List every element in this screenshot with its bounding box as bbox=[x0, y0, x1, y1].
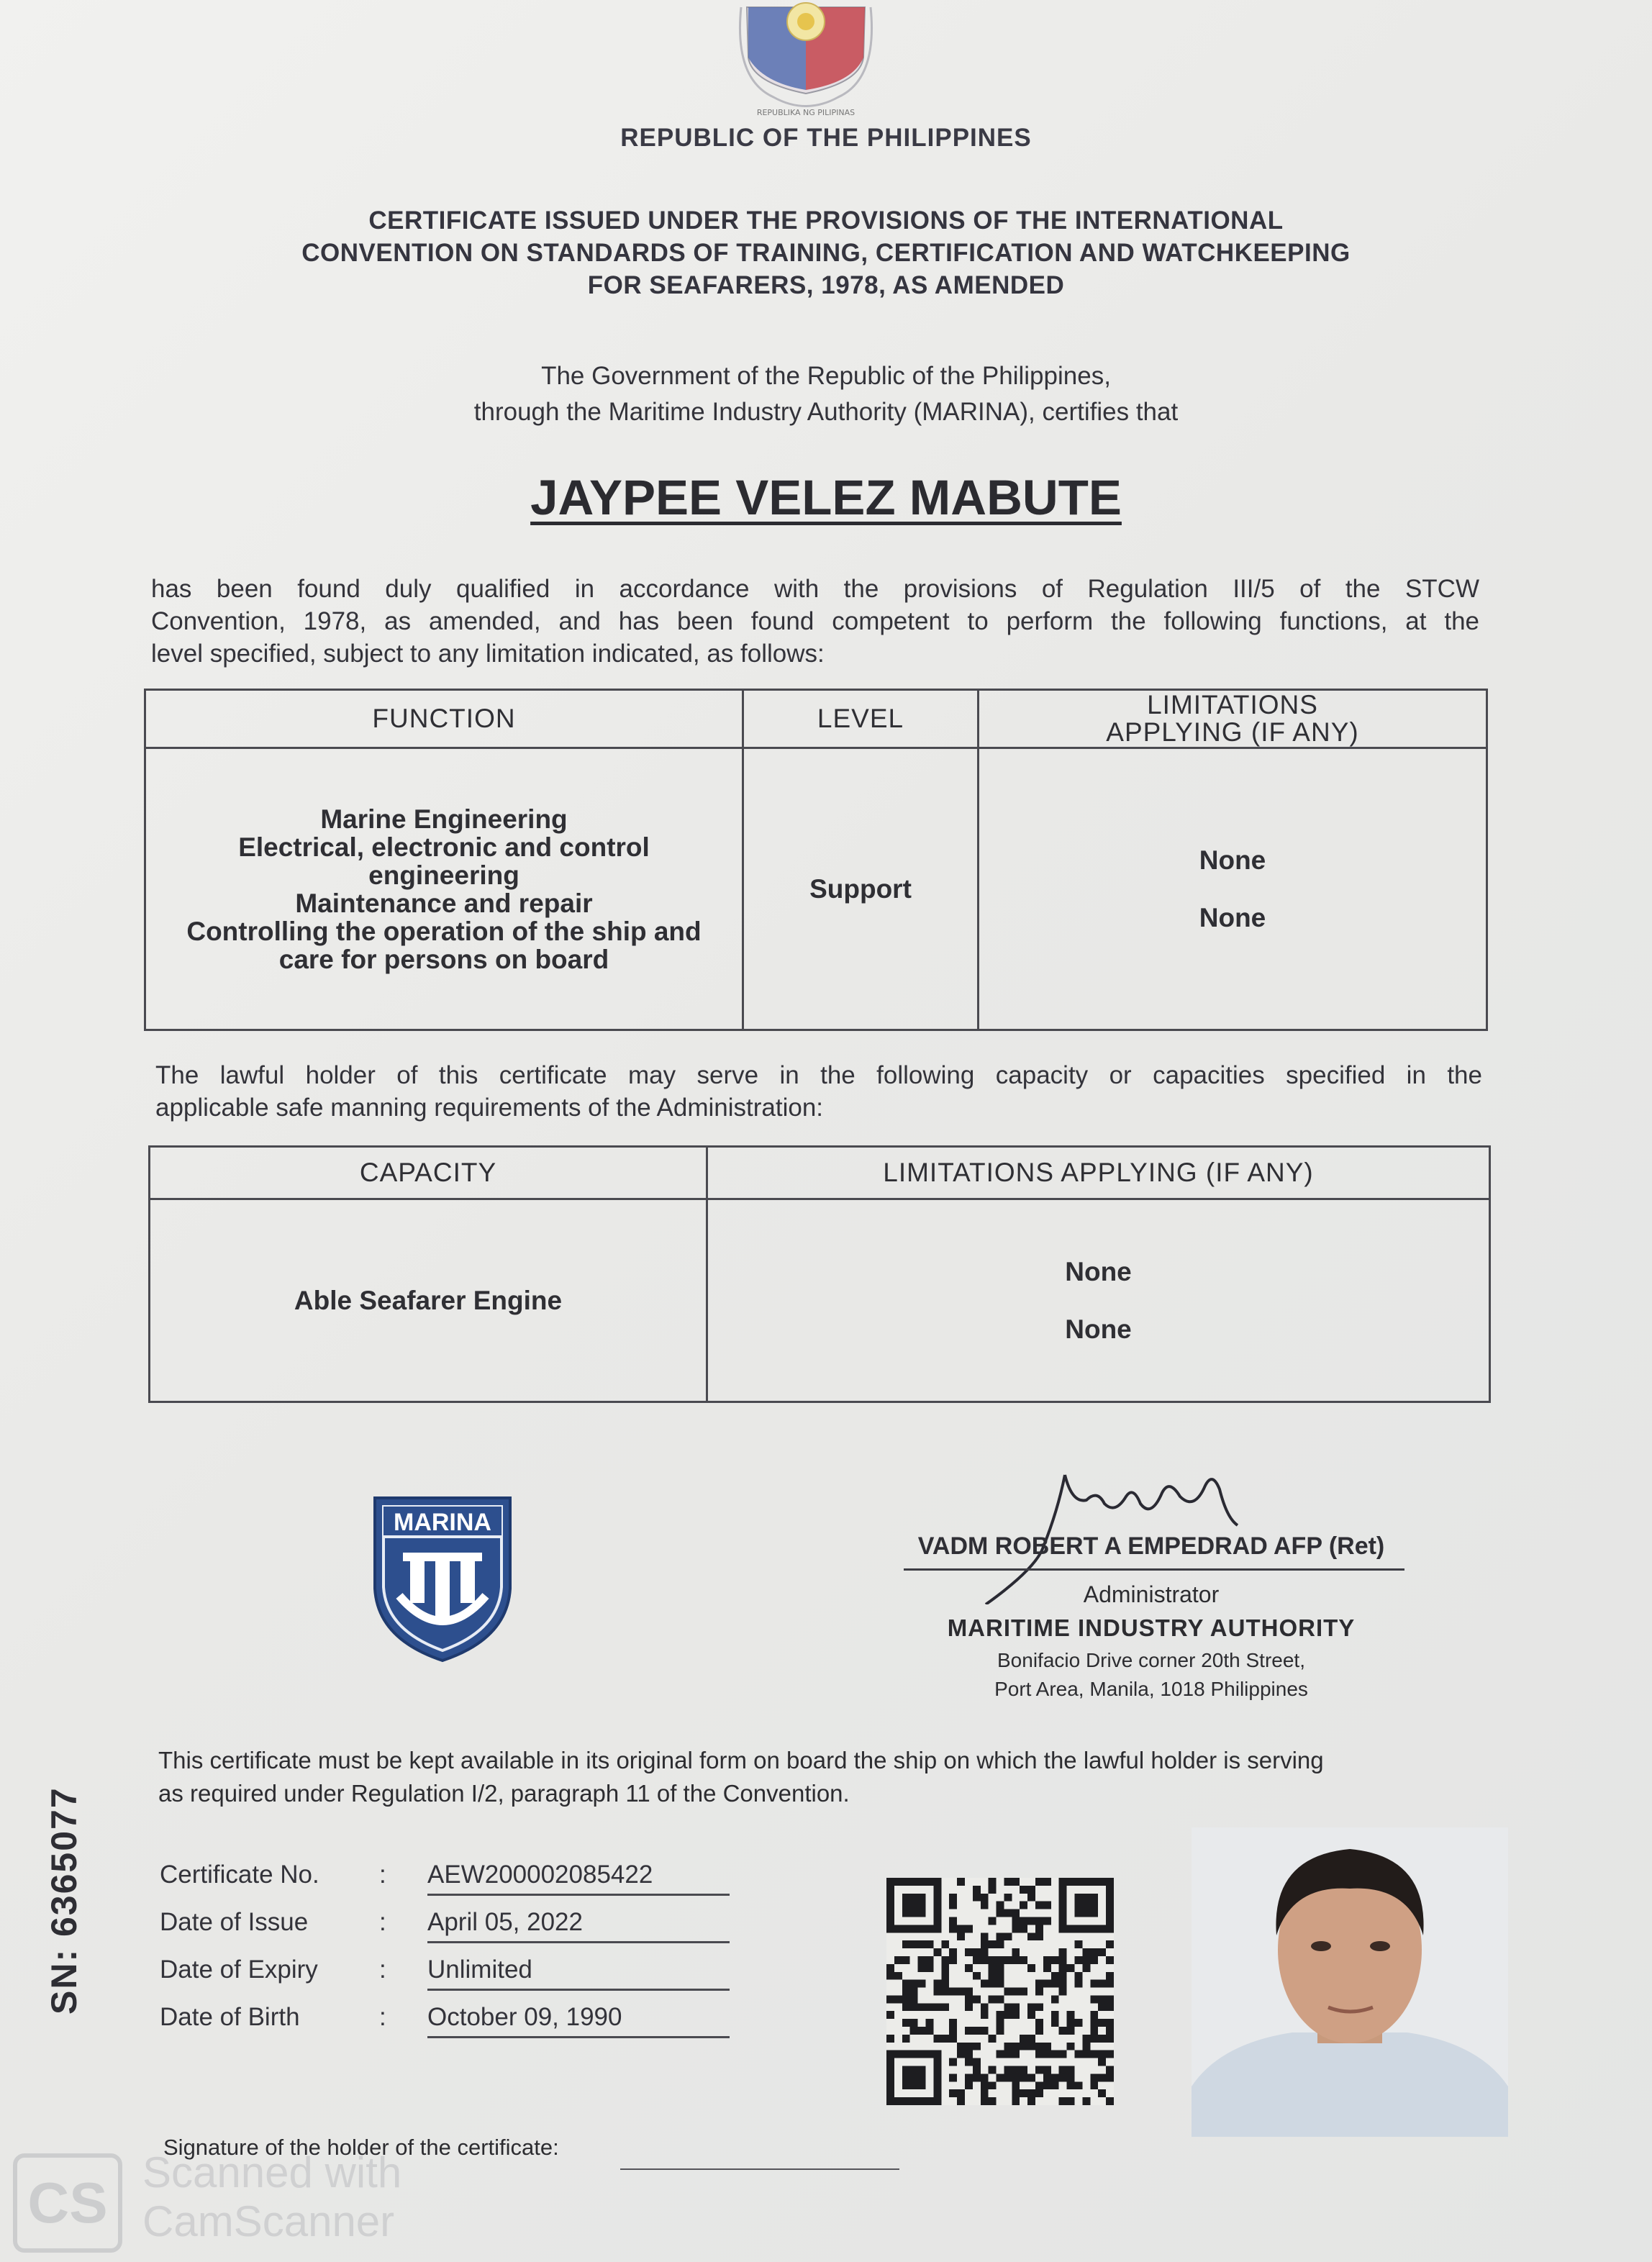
capacity-header: CAPACITY bbox=[150, 1147, 707, 1199]
limitation-item: None bbox=[1199, 845, 1266, 875]
capacity-limitations-header: LIMITATIONS APPLYING (IF ANY) bbox=[707, 1147, 1490, 1199]
function-item: care for persons on board bbox=[278, 944, 609, 974]
functions-cell bbox=[145, 748, 743, 1030]
level-cell: Support bbox=[743, 748, 979, 1030]
detail-colon: : bbox=[379, 1908, 386, 1936]
function-limitations-cell bbox=[979, 748, 1487, 1030]
camscanner-watermark bbox=[13, 2148, 445, 2248]
limitation-item: None bbox=[1065, 1314, 1132, 1344]
qualification-line: Convention, 1978, as amended, and has been found competent to perform the following functions, at the bbox=[151, 607, 1479, 635]
detail-label: Date of Expiry bbox=[160, 1956, 318, 1984]
svg-text:MARINA: MARINA bbox=[394, 1509, 491, 1536]
watermark-line: Scanned with bbox=[142, 2148, 402, 2197]
notice-line: This certificate must be kept available in its original form on board the ship on which the lawful holder is serving bbox=[158, 1747, 1324, 1773]
function-header: FUNCTION bbox=[145, 690, 743, 748]
function-item: engineering bbox=[368, 860, 519, 890]
holder-name-text: JAYPEE VELEZ MABUTE bbox=[530, 470, 1122, 525]
signatory-name: VADM ROBERT A EMPEDRAD AFP (Ret) bbox=[917, 1532, 1385, 1560]
notice-line: as required under Regulation I/2, paragraph 11 of the Convention. bbox=[158, 1780, 850, 1807]
limitations-header-line: APPLYING (IF ANY) bbox=[1106, 717, 1359, 747]
level-header: LEVEL bbox=[743, 690, 979, 748]
capacity-limitations-cell bbox=[707, 1199, 1490, 1402]
capacity-line: The lawful holder of this certificate may serve in the following capacity or capacities specified in the bbox=[155, 1061, 1482, 1089]
provisions-line: CERTIFICATE ISSUED UNDER THE PROVISIONS OF THE INTERNATIONAL bbox=[368, 206, 1284, 235]
provisions-line: FOR SEAFARERS, 1978, AS AMENDED bbox=[587, 271, 1065, 299]
government-line: The Government of the Republic of the Philippines, bbox=[541, 362, 1111, 390]
watermark-line: CamScanner bbox=[142, 2197, 395, 2245]
capacity-paragraph bbox=[155, 1059, 1482, 1124]
address-line: Port Area, Manila, 1018 Philippines bbox=[994, 1678, 1308, 1700]
philippine-seal-icon bbox=[712, 0, 899, 122]
function-item: Maintenance and repair bbox=[295, 888, 593, 918]
detail-colon: : bbox=[379, 1861, 386, 1889]
holder-name bbox=[0, 469, 1652, 526]
serial-number: SN: 6365077 bbox=[44, 1786, 84, 2015]
function-item: Electrical, electronic and control bbox=[238, 832, 650, 862]
limitation-item: None bbox=[1065, 1256, 1132, 1286]
marina-anchor-shield-icon bbox=[371, 1495, 514, 1664]
signatory-organization: MARITIME INDUSTRY AUTHORITY bbox=[947, 1614, 1356, 1641]
government-line: through the Maritime Industry Authority (MARINA), certifies that bbox=[473, 398, 1179, 426]
detail-colon: : bbox=[379, 2003, 386, 2031]
holder-signature-line bbox=[620, 2168, 899, 2170]
signatory-title: Administrator bbox=[1083, 1581, 1220, 1607]
camscanner-logo-icon: CS bbox=[13, 2153, 122, 2253]
svg-text:REPUBLIKA NG PILIPINAS: REPUBLIKA NG PILIPINAS bbox=[756, 108, 856, 117]
republic-heading: REPUBLIC OF THE PHILIPPINES bbox=[620, 124, 1032, 152]
limitations-header bbox=[979, 690, 1487, 748]
capacity-cell: Able Seafarer Engine bbox=[150, 1199, 707, 1402]
qualification-line: has been found duly qualified in accordance with the provisions of Regulation III/5 of the STCW bbox=[151, 575, 1479, 603]
function-item: Controlling the operation of the ship and bbox=[186, 916, 702, 946]
capacity-line: applicable safe manning requirements of the Administration: bbox=[155, 1094, 824, 1122]
address-line: Bonifacio Drive corner 20th Street, bbox=[997, 1649, 1305, 1671]
detail-colon: : bbox=[379, 1956, 386, 1984]
provisions-line: CONVENTION ON STANDARDS OF TRAINING, CERTIFICATION AND WATCHKEEPING bbox=[301, 239, 1351, 267]
signatory-address bbox=[899, 1646, 1403, 1704]
functions-table bbox=[144, 689, 1488, 1031]
detail-value: Unlimited bbox=[427, 1956, 730, 1991]
function-item: Marine Engineering bbox=[320, 804, 568, 834]
detail-value: October 09, 1990 bbox=[427, 2003, 730, 2038]
detail-label: Date of Issue bbox=[160, 1908, 309, 1936]
qualification-paragraph bbox=[151, 573, 1479, 670]
provisions-heading bbox=[216, 204, 1436, 301]
holder-photo bbox=[1192, 1827, 1508, 2137]
notice-paragraph bbox=[158, 1744, 1489, 1810]
holder-signature-label: Signature of the holder of the certificate: bbox=[163, 2135, 559, 2160]
capacity-table bbox=[148, 1145, 1491, 1403]
detail-value: April 05, 2022 bbox=[427, 1908, 730, 1943]
qualification-line: level specified, subject to any limitation indicated, as follows: bbox=[151, 640, 825, 668]
detail-value: AEW200002085422 bbox=[427, 1861, 730, 1896]
government-statement bbox=[288, 358, 1364, 430]
limitations-header-line: LIMITATIONS bbox=[1147, 690, 1318, 719]
qr-code-icon bbox=[886, 1878, 1114, 2105]
detail-label: Certificate No. bbox=[160, 1861, 319, 1889]
signature-line bbox=[904, 1568, 1404, 1571]
limitation-item: None bbox=[1199, 902, 1266, 932]
detail-label: Date of Birth bbox=[160, 2003, 300, 2031]
